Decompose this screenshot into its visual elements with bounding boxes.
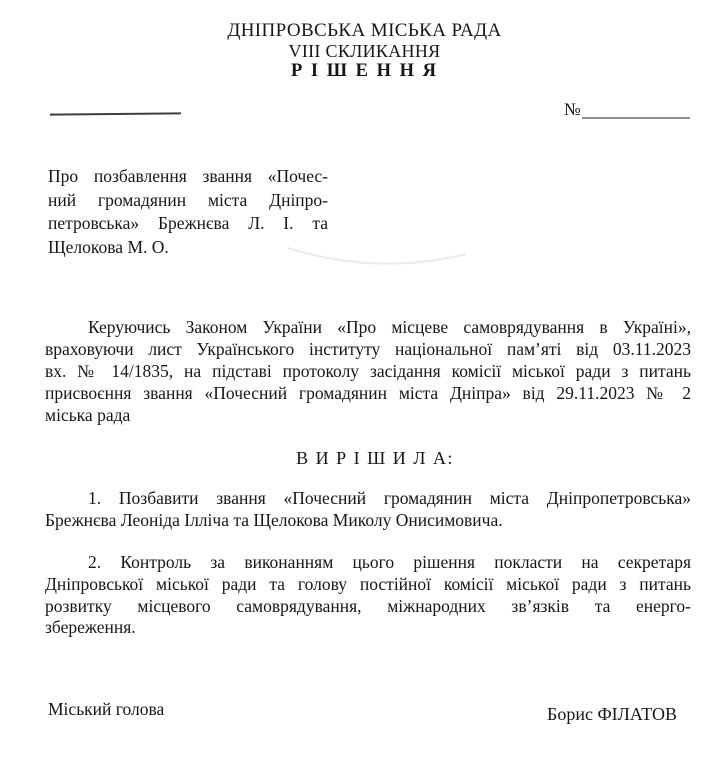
resolution-item-1	[45, 487, 691, 532]
signature-title: Міський голова	[48, 699, 165, 719]
preamble-line: міська рада	[45, 405, 131, 425]
subject-line: Щелокова М. О.	[48, 236, 169, 257]
item-line: 2. Контроль за виконанням цього рішення покласти на секретаря	[88, 552, 691, 572]
council-name: ДНІПРОВСЬКА МІСЬКА РАДА	[227, 20, 502, 41]
resolution-heading: В И Р І Ш И Л А:	[296, 448, 454, 468]
subject-line: Про позбавлення звання «Почес-	[48, 166, 328, 186]
subject-line: петровська» Брежнєва Л. І. та	[48, 213, 328, 233]
subject-line: ний громадянин міста Дніпро-	[48, 189, 328, 210]
preamble-line: вх. № 14/1835, на підставі протоколу засідання комісії міської ради з питань	[45, 361, 691, 381]
date-blank-line	[50, 112, 181, 115]
item-line: збереження.	[45, 617, 136, 638]
signature-name: Борис ФІЛАТОВ	[547, 704, 678, 724]
number-sign-label: №	[564, 99, 581, 119]
preamble-line: враховуючи лист Українського інституту національної пам’яті від 03.11.2023	[45, 339, 691, 359]
preamble-line: Керуючись Законом України «Про місцеве самоврядування в Україні»,	[88, 317, 691, 337]
convocation-label: VIII СКЛИКАННЯ	[288, 41, 441, 61]
number-blank-line	[582, 117, 690, 119]
item-line: Брежнєва Леоніда Ілліча та Щелокова Миколу Онисимовича.	[45, 510, 503, 531]
subject-block	[48, 165, 328, 259]
item-line: 1. Позбавити звання «Почесний громадянин міста Дніпропетровська»	[88, 488, 691, 508]
preamble-paragraph	[45, 316, 691, 426]
preamble-line: присвоєння звання «Почесний громадянин міста Дніпра» від 29.11.2023 № 2	[45, 383, 691, 403]
item-line: розвитку місцевого самоврядування, міжнародних зв’язків та енерго-	[45, 595, 691, 616]
item-line: Дніпровської міської ради та голову постійної комісії міської ради з питань	[45, 573, 691, 594]
resolution-item-2	[45, 552, 691, 639]
document-type-title: Р І Ш Е Н Н Я	[290, 61, 439, 81]
